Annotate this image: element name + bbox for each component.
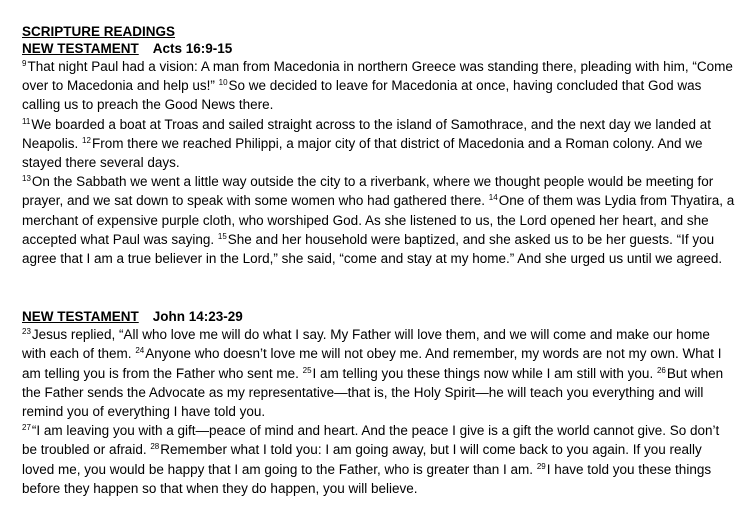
reading-header	[22, 308, 736, 325]
verse-number: 13	[22, 174, 31, 184]
verse-number: 29	[536, 461, 546, 471]
section-label: NEW TESTAMENT	[22, 309, 139, 325]
verse	[22, 136, 703, 170]
scripture-reference: John 14:23-29	[152, 309, 243, 325]
verse-text: I am telling you these things now while I am still with you.	[312, 365, 657, 381]
verse-number: 28	[150, 442, 160, 452]
verse-paragraph	[22, 325, 736, 421]
verse-number: 11	[22, 116, 31, 126]
verse-text: On the Sabbath we went a little way outside the city to a riverbank, where we thought people would be meeting for prayer, and we sat down to speak with some women who had gathered there.	[22, 174, 714, 209]
verse-text: Jesus replied, “All who love me will do what I say. My Father will love them, and we will come and make our home with each of them.	[22, 327, 710, 362]
verse-text: So we decided to leave for Macedonia at once, having concluded that God was calling us to preach the Good News there.	[22, 78, 702, 113]
verse-number: 10	[218, 78, 228, 88]
verse-text: But when the Father sends the Advocate as my representative—that is, the Holy Spirit—he will teach you everything and will remind you of everything I have told you.	[22, 365, 724, 420]
scripture-reference: Acts 16:9-15	[152, 41, 233, 56]
verse-number: 9	[22, 59, 27, 68]
verse-number: 14	[488, 193, 498, 203]
verse-paragraph	[22, 57, 736, 115]
verse-text: We boarded a boat at Troas and sailed straight across to the island of Samothrace, and the next day we landed at Neapolis.	[22, 116, 711, 151]
verse-text: That night Paul had a vision: A man from Macedonia in northern Greece was standing there, pleading with him, “Come over to Macedonia and help us!”	[22, 59, 733, 94]
verse-number: 12	[82, 135, 91, 145]
verse-number: 24	[135, 346, 145, 356]
verse-paragraph	[22, 172, 736, 268]
verse-text: Anyone who doesn’t love me will not obey me. And remember, my words are not my own. What I am telling you is from the Father who sent me.	[22, 346, 722, 381]
reading-acts	[22, 40, 736, 268]
verse-number: 27	[22, 423, 31, 433]
reading-john	[22, 308, 736, 498]
section-label: NEW TESTAMENT	[22, 41, 139, 56]
verse-text: Remember what I told you: I am going away, but I will come back to you again. If you really loved me, you would be happy that I am going to the Father, who is greater than I am.	[22, 442, 702, 477]
verse	[303, 366, 657, 381]
verse-paragraph	[22, 115, 736, 173]
verse-text: “I am leaving you with a gift—peace of mind and heart. And the peace I give is a gift the world cannot give. So don’t be troubled or afraid.	[22, 423, 720, 458]
verse-number: 25	[302, 365, 312, 375]
verse-number: 15	[217, 231, 227, 241]
reading-header	[22, 40, 736, 57]
document-title: SCRIPTURE READINGS	[22, 24, 176, 39]
verse-text: One of them was Lydia from Thyatira, a merchant of expensive purple cloth, who worshiped God. As she listened to us, the Lord opened her heart, and she accepted what Paul was saying.	[22, 193, 735, 247]
verse-number: 26	[656, 365, 666, 375]
verse-text: She and her household were baptized, and she asked us to be her guests. “If you agree that I am a true believer in the Lord,” she said, “come and stay at my home.” And she urged us until we agreed.	[22, 231, 723, 267]
verse-paragraph	[22, 421, 736, 498]
verse-number: 23	[22, 327, 31, 337]
verse-text: I have told you these things before they happen so that when they do happen, you will believe.	[22, 461, 712, 496]
verse-text: From there we reached Philippi, a major city of that district of Macedonia and a Roman colony. And we stayed there several days.	[22, 135, 703, 171]
